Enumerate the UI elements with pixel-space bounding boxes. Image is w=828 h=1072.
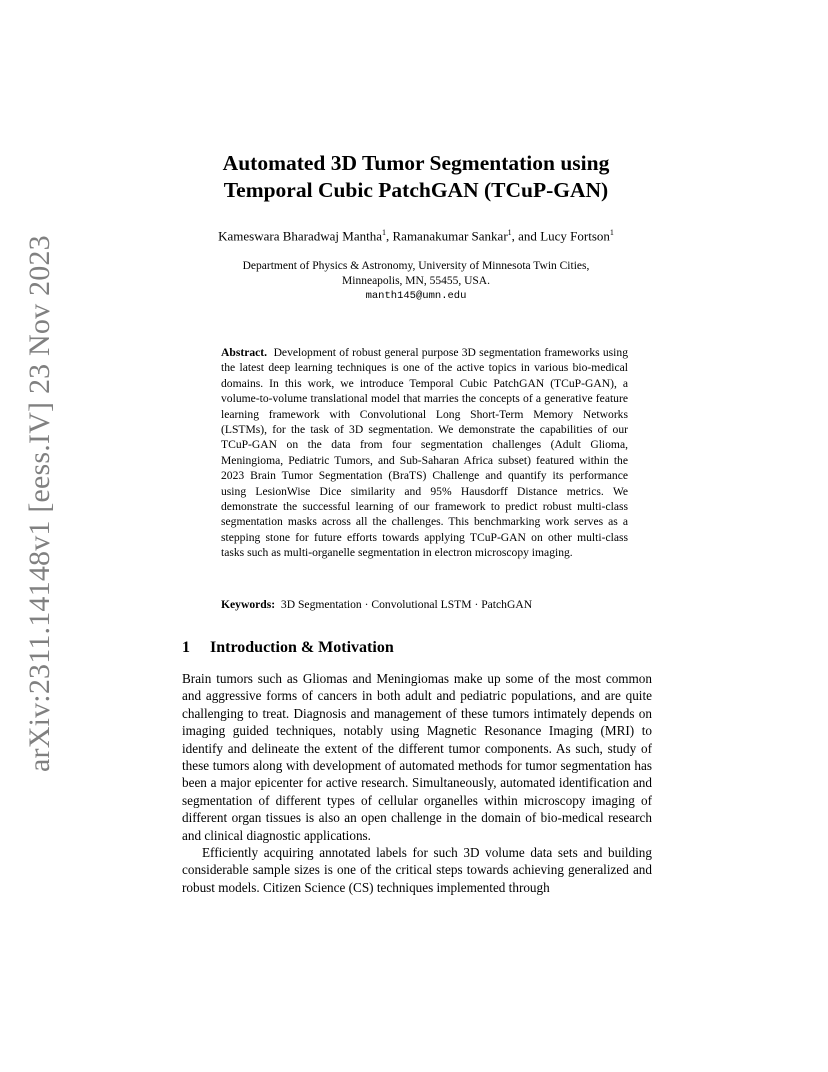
abstract-label: Abstract. <box>221 346 268 359</box>
author-affiliation-mark: 1 <box>609 228 614 237</box>
section-number: 1 <box>182 639 190 656</box>
affiliation-block <box>140 259 692 304</box>
keywords-text: 3D Segmentation · Convolutional LSTM · PatchGAN <box>280 598 533 611</box>
section-heading <box>182 639 394 657</box>
keywords-label: Keywords: <box>221 598 276 611</box>
paragraph: Brain tumors such as Gliomas and Meningiomas make up some of the most common and aggressive forms of cancers in both adult and pediatric populations, and are quite challenging to treat. Diagnosis and management of these tumors intimately depends on imaging guided techniques, notably using Magnetic Resonance Imaging (MRI) to identify and delineate the extent of the different tumor components. As such, study of these tumors along with development of automated methods for tumor segmentation has been a major epicenter for active research. Simultaneously, automated identification and segmentation of different types of cellular organelles within microscopy imaging of different organ tissues is also an open challenge in the domain of bio-medical research and clinical diagnostic applications. <box>182 671 652 843</box>
keywords-block <box>221 597 628 612</box>
abstract-text: Development of robust general purpose 3D segmentation frameworks using the latest deep learning techniques is one of the active topics in various bio-medical domains. In this work, we introduce Temporal Cubic PatchGAN (TCuP-GAN), a volume-to-volume translational model that marries the concepts of a generative feature learning framework with Convolutional Long Short-Term Memory Networks (LSTMs), for the task of 3D segmentation. We demonstrate the capabilities of our TCuP-GAN on the data from four segmentation challenges (Adult Glioma, Meningioma, Pediatric Tumors, and Sub-Saharan Africa subset) featured within the 2023 Brain Tumor Segmentation (BraTS) Challenge and quantify its performance using LesionWise Dice similarity and 95% Hausdorff Distance metrics. We demonstrate the successful learning of our framework to predict robust multi-class segmentation masks across all the challenges. This benchmarking work serves as a stepping stone for future efforts towards applying TCuP-GAN on other multi-class tasks such as multi-organelle segmentation in electron microscopy imaging. <box>221 346 629 560</box>
author-name: Kameswara Bharadwaj Mantha <box>218 228 382 244</box>
affiliation-line-2: Minneapolis, MN, 55455, USA. <box>342 275 490 287</box>
author-separator: , and <box>511 228 541 244</box>
arxiv-identifier-stamp: arXiv:2311.14148v1 [eess.IV] 23 Nov 2023 <box>23 235 56 772</box>
author-affiliation-mark: 1 <box>382 228 386 237</box>
paper-title-line-1: Automated 3D Tumor Segmentation using <box>222 151 610 175</box>
author-separator: , <box>386 228 393 244</box>
body-text <box>182 670 652 896</box>
author-name: Ramanakumar Sankar <box>392 228 508 244</box>
author-list <box>140 228 692 244</box>
paper-title-line-2: Temporal Cubic PatchGAN (TCuP-GAN) <box>223 178 609 202</box>
paper-title <box>140 150 692 204</box>
author-affiliation-mark: 1 <box>507 228 512 237</box>
author-email: manth145@umn.edu <box>365 290 467 302</box>
affiliation-line-1: Department of Physics & Astronomy, University of Minnesota Twin Cities, <box>242 260 590 272</box>
abstract-block <box>221 345 628 561</box>
section-title: Introduction & Motivation <box>210 639 394 656</box>
author-name: Lucy Fortson <box>540 228 610 244</box>
paragraph: Efficiently acquiring annotated labels for such 3D volume data sets and building considerable sample sizes is one of the critical steps towards achieving generalized and robust models. Citizen Science (CS) techniques implemented through <box>182 845 652 895</box>
